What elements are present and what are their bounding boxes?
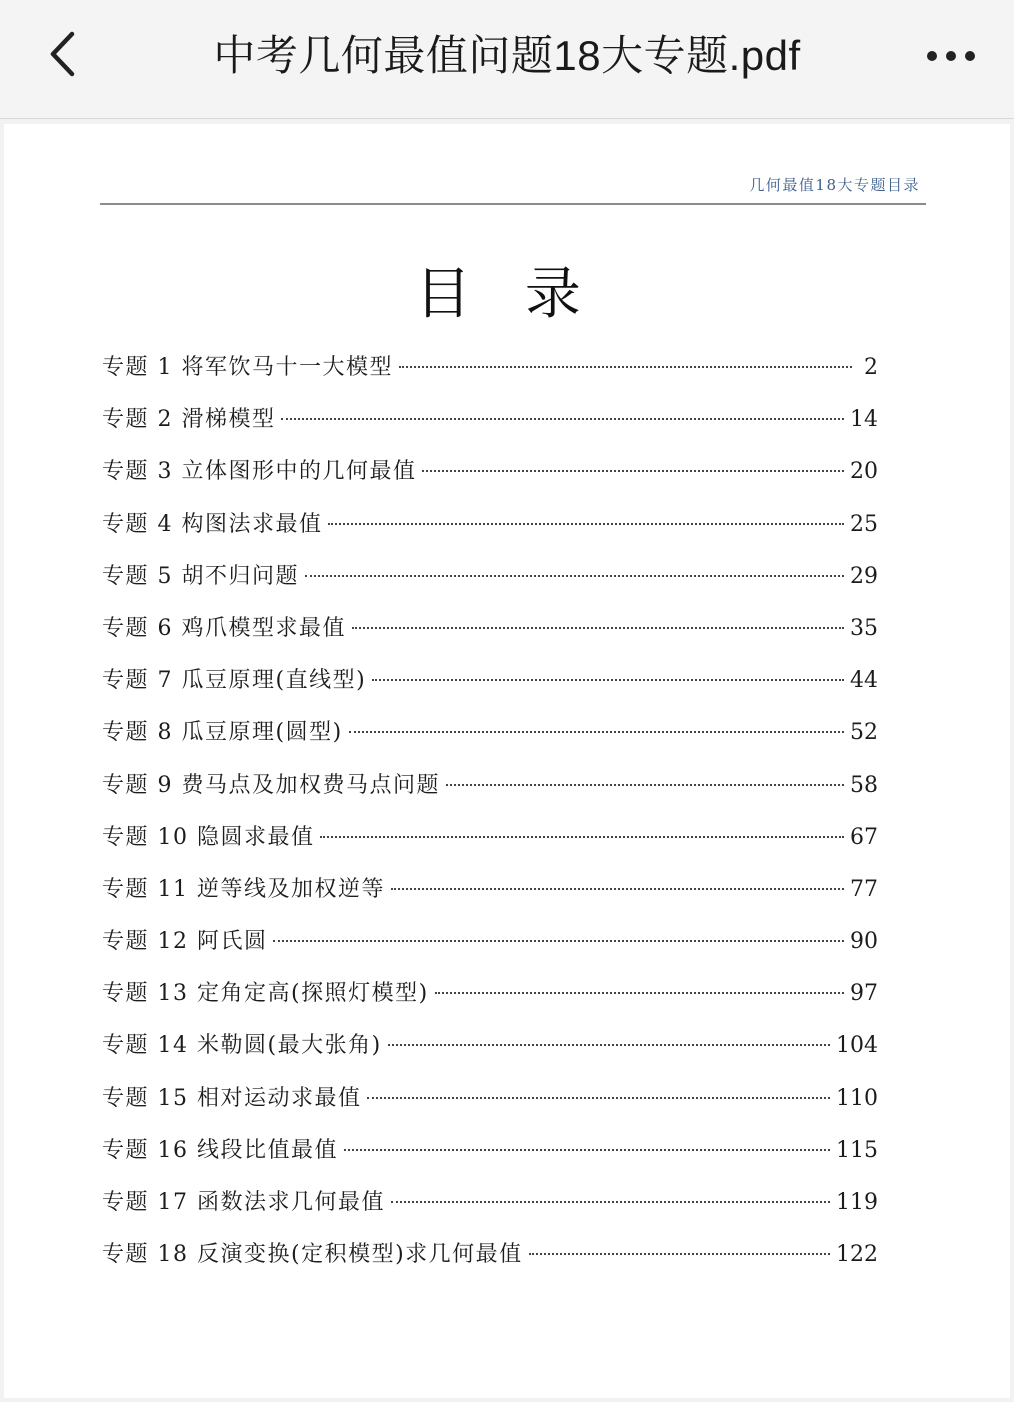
toc-entry-page-number: 25 bbox=[850, 511, 878, 537]
toc-entry-page-number: 115 bbox=[836, 1137, 878, 1163]
toc-entry-label: 专题 1 将军饮马十一大模型 bbox=[102, 355, 393, 380]
toc-entry[interactable] bbox=[102, 715, 878, 767]
toc-entry[interactable] bbox=[102, 402, 878, 454]
table-of-contents bbox=[102, 350, 878, 1289]
document-title: 中考几何最值问题18大专题.pdf bbox=[213, 32, 801, 79]
dot-leader bbox=[273, 940, 844, 942]
toc-entry[interactable] bbox=[102, 872, 878, 924]
back-button[interactable] bbox=[34, 22, 90, 86]
toc-entry-page-number: 77 bbox=[850, 876, 878, 902]
toc-entry[interactable] bbox=[102, 1028, 878, 1080]
toc-entry[interactable] bbox=[102, 454, 878, 506]
toc-entry[interactable] bbox=[102, 924, 878, 976]
dot-leader bbox=[435, 992, 844, 994]
toc-entry-page-number: 104 bbox=[836, 1033, 878, 1059]
dot-leader bbox=[328, 523, 844, 525]
toc-entry-page-number: 52 bbox=[850, 720, 878, 746]
toc-entry[interactable] bbox=[102, 1081, 878, 1133]
dot-leader bbox=[305, 575, 844, 577]
dot-leader bbox=[372, 679, 844, 681]
toc-entry-label: 专题 8 瓜豆原理(圆型) bbox=[102, 720, 343, 746]
toc-entry-page-number: 58 bbox=[850, 772, 878, 798]
toc-entry-page-number: 97 bbox=[850, 981, 878, 1007]
top-toolbar bbox=[0, 0, 1014, 119]
toc-entry-label: 专题 4 构图法求最值 bbox=[102, 511, 323, 537]
toc-entry-page-number: 14 bbox=[850, 407, 878, 433]
dot-leader bbox=[391, 888, 844, 890]
toc-entry-label: 专题 3 立体图形中的几何最值 bbox=[102, 459, 417, 485]
toc-entry-page-number: 44 bbox=[850, 668, 878, 694]
toc-title: 目 录 bbox=[415, 262, 599, 327]
toc-entry-page-number: 2 bbox=[864, 355, 878, 380]
toc-entry-label: 专题 5 胡不归问题 bbox=[102, 563, 299, 589]
toc-entry-label: 专题 11 逆等线及加权逆等 bbox=[102, 876, 385, 902]
toc-entry-label: 专题 18 反演变换(定积模型)求几何最值 bbox=[102, 1242, 523, 1268]
toc-entry-page-number: 90 bbox=[850, 929, 878, 955]
dot-leader bbox=[422, 470, 844, 472]
toc-entry[interactable] bbox=[102, 768, 878, 820]
toc-entry-page-number: 119 bbox=[836, 1190, 878, 1215]
dot-leader bbox=[281, 418, 844, 420]
toc-entry-page-number: 122 bbox=[836, 1242, 878, 1268]
toc-entry[interactable] bbox=[102, 1237, 878, 1289]
toc-entry-page-number: 110 bbox=[836, 1085, 878, 1111]
toc-entry[interactable] bbox=[102, 1133, 878, 1185]
dot-leader bbox=[446, 784, 844, 786]
dot-leader bbox=[367, 1097, 830, 1099]
toc-entry[interactable] bbox=[102, 559, 878, 611]
toc-entry-page-number: 20 bbox=[850, 459, 878, 485]
toc-entry[interactable] bbox=[102, 507, 878, 559]
toc-entry[interactable] bbox=[102, 976, 878, 1028]
toc-entry-label: 专题 6 鸡爪模型求最值 bbox=[102, 615, 346, 641]
toc-entry-page-number: 35 bbox=[850, 615, 878, 641]
dot-leader bbox=[349, 731, 844, 733]
toc-entry-label: 专题 10 隐圆求最值 bbox=[102, 824, 315, 850]
toc-entry[interactable] bbox=[102, 611, 878, 663]
dot-leader bbox=[391, 1201, 830, 1203]
dot-leader bbox=[352, 627, 844, 629]
toc-entry-label: 专题 12 阿氏圆 bbox=[102, 929, 268, 955]
toc-entry-page-number: 29 bbox=[850, 563, 878, 589]
dot-leader bbox=[344, 1149, 830, 1151]
more-horizontal-icon bbox=[926, 50, 976, 62]
toc-entry[interactable] bbox=[102, 820, 878, 872]
toc-entry[interactable] bbox=[102, 663, 878, 715]
toc-entry-label: 专题 2 滑梯模型 bbox=[102, 407, 276, 433]
dot-leader bbox=[529, 1253, 830, 1255]
toc-entry-page-number: 67 bbox=[850, 824, 878, 850]
header-rule bbox=[100, 203, 926, 205]
dot-leader bbox=[388, 1044, 830, 1046]
dot-leader bbox=[320, 836, 844, 838]
toc-entry-label: 专题 7 瓜豆原理(直线型) bbox=[102, 668, 367, 694]
toc-entry-label: 专题 17 函数法求几何最值 bbox=[102, 1190, 385, 1215]
toc-entry-label: 专题 9 费马点及加权费马点问题 bbox=[102, 772, 440, 798]
toc-entry[interactable] bbox=[102, 1185, 878, 1237]
toc-entry-label: 专题 13 定角定高(探照灯模型) bbox=[102, 981, 429, 1007]
more-button[interactable] bbox=[918, 28, 984, 84]
toc-entry-label: 专题 14 米勒圆(最大张角) bbox=[102, 1033, 382, 1059]
dot-leader bbox=[399, 366, 852, 368]
running-head: 几何最值18大专题目录 bbox=[749, 176, 920, 194]
toc-entry[interactable] bbox=[102, 350, 878, 402]
toc-entry-label: 专题 16 线段比值最值 bbox=[102, 1137, 338, 1163]
pdf-page bbox=[4, 124, 1010, 1398]
toc-entry-label: 专题 15 相对运动求最值 bbox=[102, 1085, 362, 1111]
chevron-left-icon bbox=[47, 30, 77, 78]
